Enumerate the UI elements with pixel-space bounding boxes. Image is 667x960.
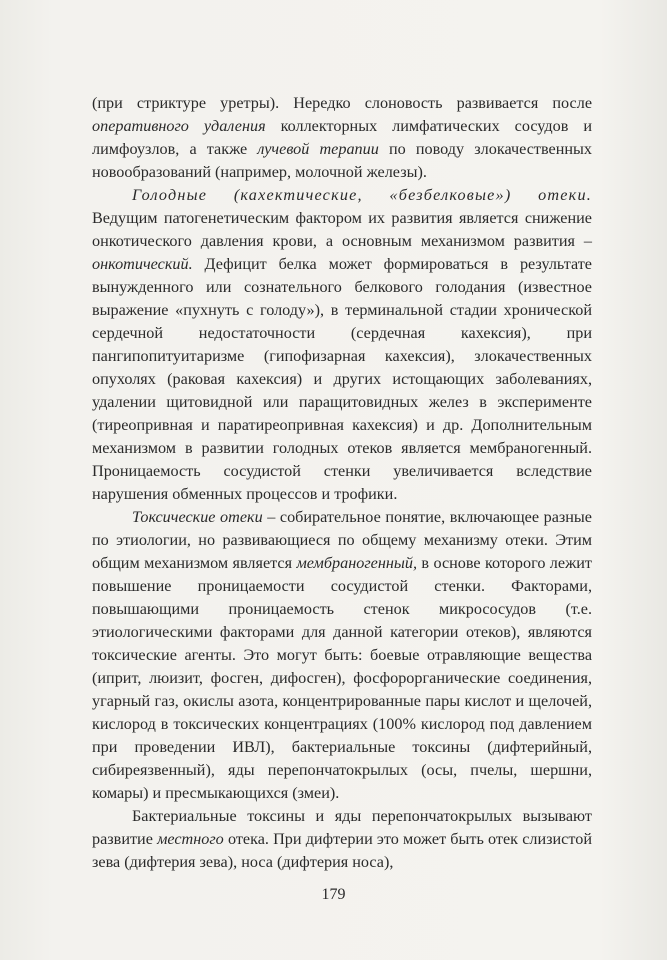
paragraph-2: Голодные (кахектические, «безбелковые») отеки. Ведущим патогенетическим фактором их развития является снижение онкотического давления крови, а основным механизмом развития – онкотический. Дефицит белка может формироваться в результате вынужденного или сознательного белкового голодания (известное выражение «пухнуть с голоду»), в терминальной стадии хронической сердечной недостаточности (сердечная кахексия), при пангипопитуитаризме (гипофизарная кахексия), злокачественных опухолях (раковая кахексия) и других истощающих заболеваниях, удалении щитовидной или паращитовидных желез в эксперименте (тиреопривная и паратиреопривная кахексия) и др. Дополнительным механизмом в развитии голодных отеков является мембраногенный. Проницаемость сосудистой стенки увеличивается вследствие нарушения обменных процессов и трофики. xyxy=(92,186,592,503)
page-number: 179 xyxy=(321,886,346,903)
paragraph-3: Токсические отеки – собирательное понятие, включающее разные по этиологии, но развивающиеся по общему механизму отеки. Этим общим механизмом является мембраногенный, в основе которого лежит повышение проницаемости сосудистой стенки. Факторами, повышающими проницаемость стенок микрососудов (т.е. этиологическими факторами для данной категории отеков), являются токсические агенты. Это могут быть: боевые отравляющие вещества (иприт, люизит, фосген, дифосген), фосфорорганические соединения, угарный газ, окислы азота, концентрированные пары кислот и щелочей, кислород в токсических концентрациях (100% кислород под давлением при проведении ИВЛ), бактериальные токсины (дифтерийный, сибиреязвенный), яды перепончатокрылых (осы, пчелы, шершни, комары) и пресмыкающихся (змеи). xyxy=(92,508,592,802)
paragraph-4: Бактериальные токсины и яды перепончатокрылых вызывают развитие местного отека. При дифтерии это может быть отек слизистой зева (дифтерия зева), носа (дифтерия носа), xyxy=(92,807,592,871)
paragraph-1: (при стриктуре уретры). Нередко слоновость развивается после оперативного удаления коллекторных лимфатических сосудов и лимфоузлов, а также лучевой терапии по поводу злокачественных новообразований (например, молочной железы). xyxy=(92,94,593,181)
body-text xyxy=(92,92,592,874)
